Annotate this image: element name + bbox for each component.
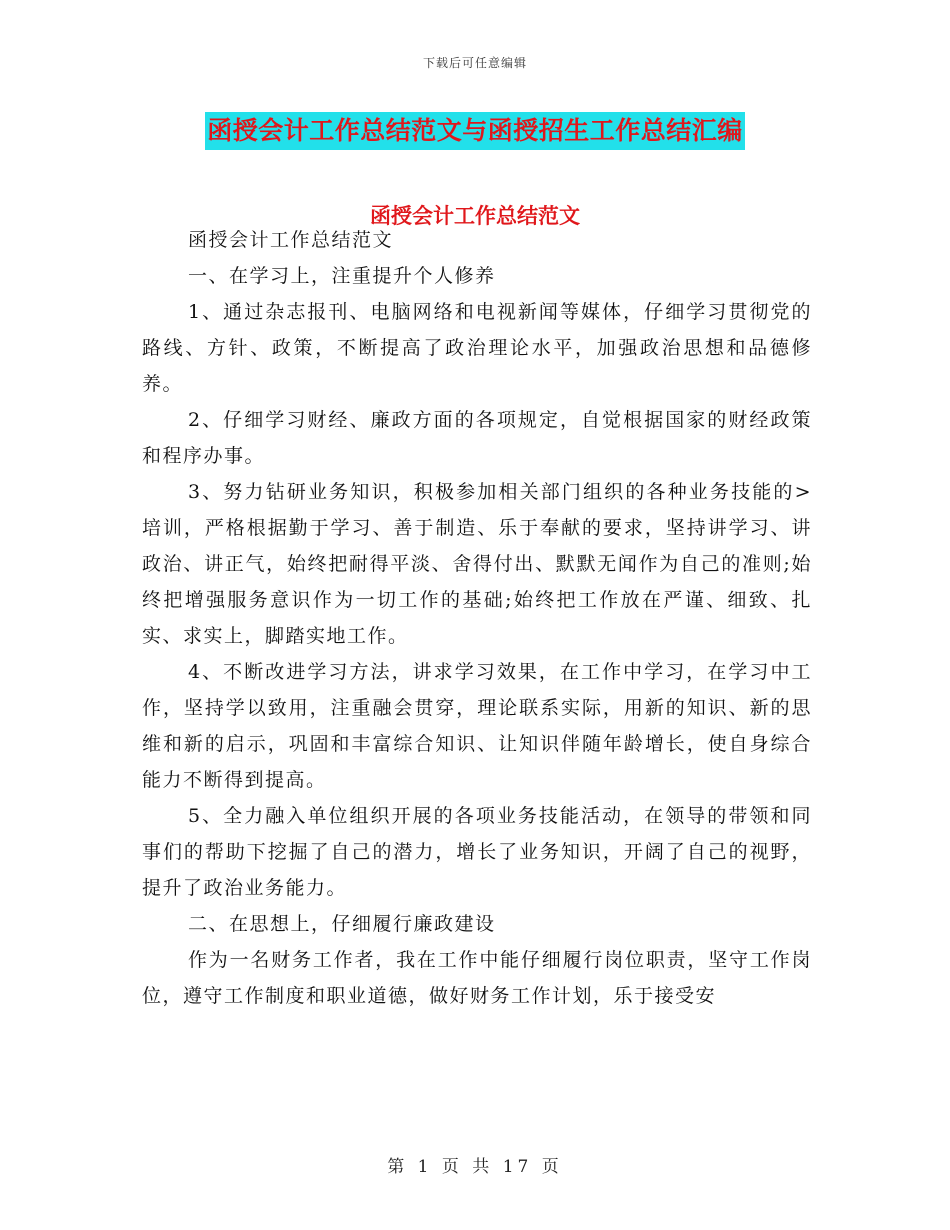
paragraph: 作为一名财务工作者，我在工作中能仔细履行岗位职责，坚守工作岗位，遵守工作制度和职业道德，做好财务工作计划，乐于接受安 (142, 949, 812, 1007)
document-body (142, 222, 812, 1014)
page-header-note: 下载后可任意编辑 (422, 56, 527, 70)
paragraph: 4、不断改进学习方法，讲求学习效果，在工作中学习，在学习中工作，坚持学以致用，注重融会贯穿，理论联系实际，用新的知识、新的思维和新的启示，巩固和丰富综合知识、让知识伴随年龄增长，使自身综合能力不断得到提高。 (142, 661, 812, 791)
paragraph: 5、全力融入单位组织开展的各项业务技能活动，在领导的带领和同事们的帮助下挖掘了自己的潜力，增长了业务知识，开阔了自己的视野，提升了政治业务能力。 (142, 805, 812, 899)
document-title-wrap (0, 112, 950, 150)
paragraph: 1、通过杂志报刊、电脑网络和电视新闻等媒体，仔细学习贯彻党的路线、方针、政策，不断提高了政治理论水平，加强政治思想和品德修养。 (142, 301, 812, 395)
section-title: 函授会计工作总结范文 (370, 204, 580, 228)
paragraph: 3、努力钻研业务知识，积极参加相关部门组织的各种业务技能的>培训，严格根据勤于学习、善于制造、乐于奉献的要求，坚持讲学习、讲政治、讲正气，始终把耐得平淡、舍得付出、默默无闻作为自己的准则;始终把增强服务意识作为一切工作的基础;始终把工作放在严谨、细致、扎实、求实上，脚踏实地工作。 (142, 481, 812, 647)
paragraph: 二、在思想上，仔细履行廉政建设 (188, 913, 496, 935)
paragraph: 2、仔细学习财经、廉政方面的各项规定，自觉根据国家的财经政策和程序办事。 (142, 409, 812, 467)
paragraph: 函授会计工作总结范文 (188, 229, 394, 251)
paragraph: 一、在学习上，注重提升个人修养 (188, 265, 496, 287)
document-title: 函授会计工作总结范文与函授招生工作总结汇编 (205, 112, 745, 150)
page-number: 第 1 页 共 17 页 (387, 1157, 563, 1177)
